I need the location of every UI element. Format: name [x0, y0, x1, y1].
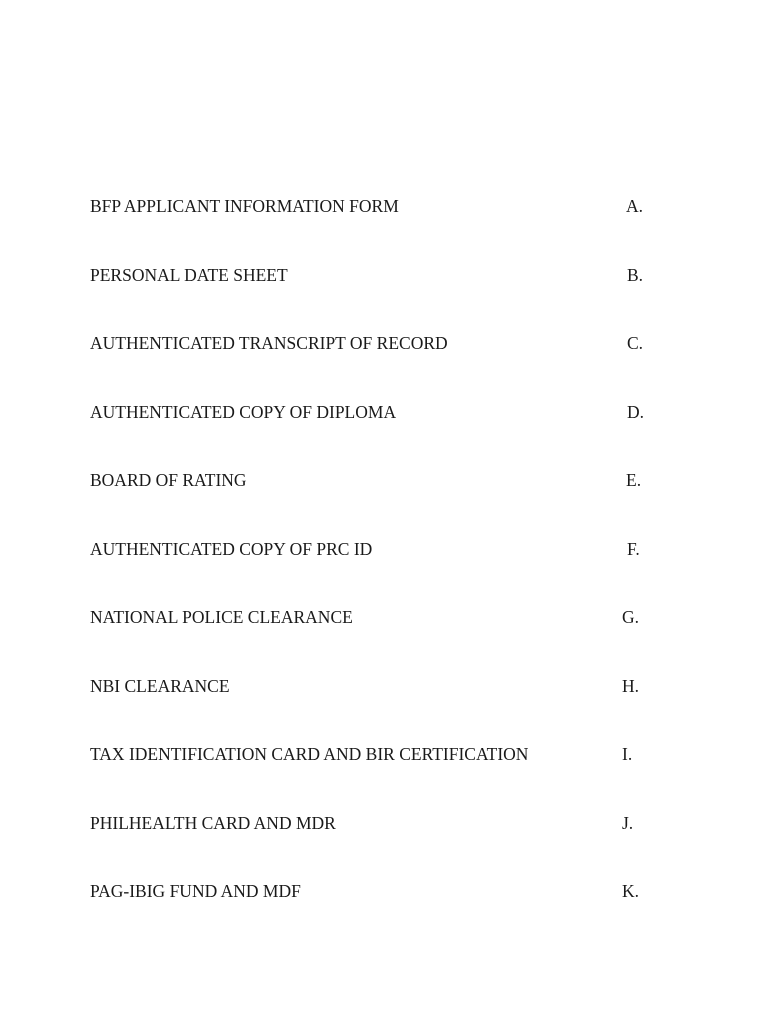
document-letter: F.	[627, 539, 640, 559]
document-list-item	[90, 605, 660, 629]
document-list-item	[90, 400, 660, 424]
document-list-item	[90, 194, 660, 218]
document-name: BOARD OF RATING	[90, 470, 247, 490]
document-name: BFP APPLICANT INFORMATION FORM	[90, 196, 399, 216]
document-letter: B.	[627, 265, 644, 285]
document-name: NBI CLEARANCE	[90, 676, 230, 696]
document-name: PERSONAL DATE SHEET	[90, 265, 288, 285]
document-name: PAG-IBIG FUND AND MDF	[90, 881, 301, 901]
document-name: AUTHENTICATED TRANSCRIPT OF RECORD	[90, 333, 448, 353]
document-letter: G.	[622, 607, 640, 627]
document-list-item	[90, 331, 660, 355]
document-list-item	[90, 537, 660, 561]
document-letter: D.	[627, 402, 645, 422]
document-name: AUTHENTICATED COPY OF PRC ID	[90, 539, 373, 559]
document-list-item	[90, 674, 660, 698]
document-letter: C.	[627, 333, 644, 353]
document-name: PHILHEALTH CARD AND MDR	[90, 813, 336, 833]
document-letter: J.	[622, 813, 634, 833]
document-letter: A.	[626, 196, 644, 216]
document-name: TAX IDENTIFICATION CARD AND BIR CERTIFICATION	[90, 744, 529, 764]
document-letter: E.	[626, 470, 642, 490]
document-letter: H.	[622, 676, 640, 696]
document-name: AUTHENTICATED COPY OF DIPLOMA	[90, 402, 397, 422]
document-letter: K.	[622, 881, 640, 901]
document-list-item	[90, 811, 660, 835]
document-list-item	[90, 468, 660, 492]
document-name: NATIONAL POLICE CLEARANCE	[90, 607, 353, 627]
document-list-item	[90, 742, 660, 766]
document-list-item	[90, 879, 660, 903]
document-letter: I.	[622, 744, 633, 764]
document-list-item	[90, 263, 660, 287]
